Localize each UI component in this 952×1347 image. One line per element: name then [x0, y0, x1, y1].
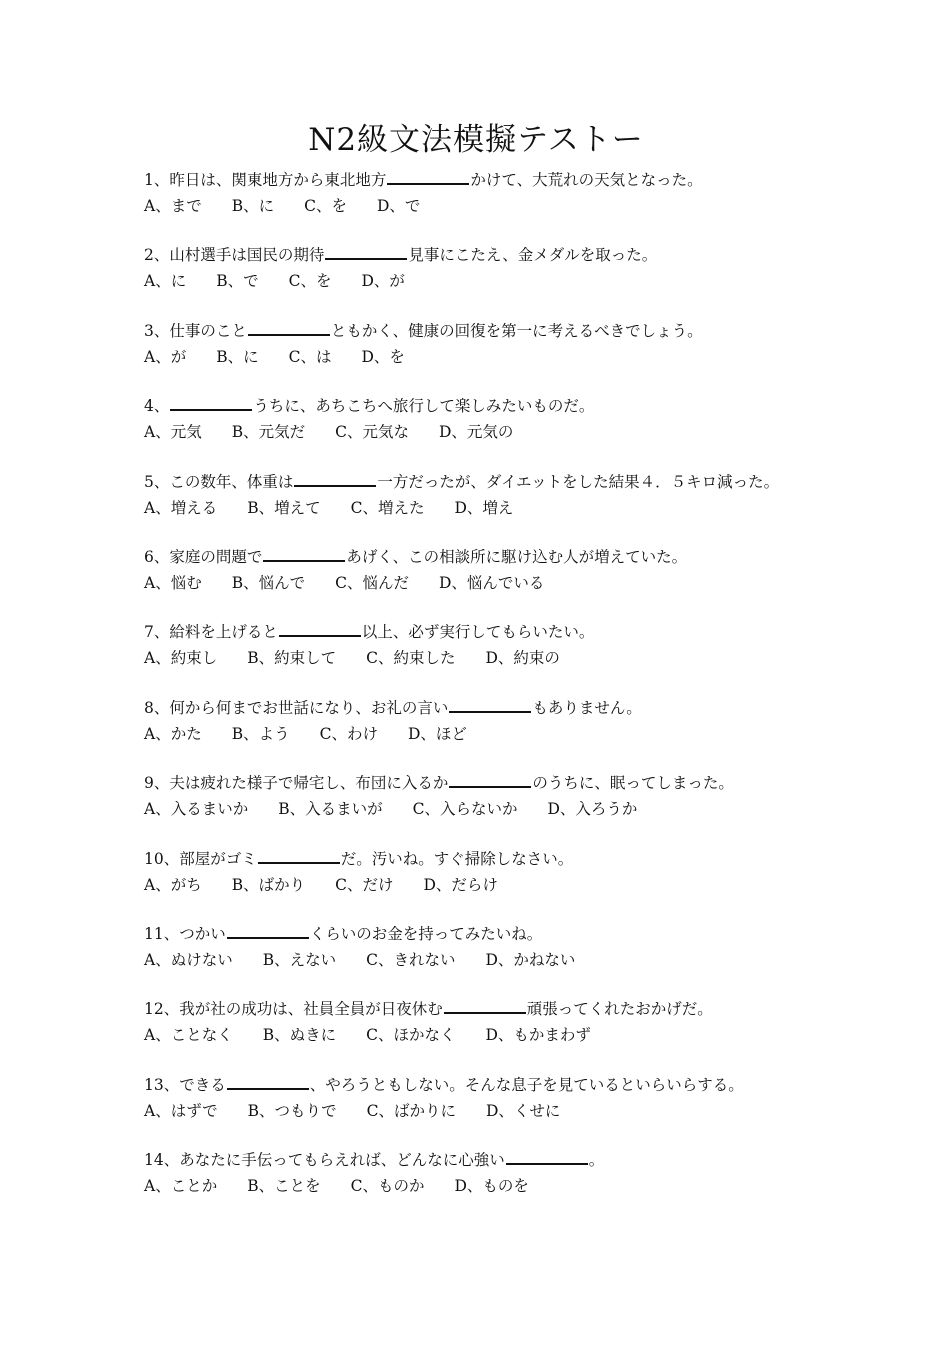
answer-blank [387, 169, 469, 185]
question-text-after: かけて、大荒れの天気となった。 [470, 171, 703, 189]
answer-option: C、入らないか [412, 800, 518, 819]
answer-option: A、が [144, 347, 187, 366]
answer-option: D、かねない [485, 950, 576, 969]
answer-option: A、はずで [144, 1101, 218, 1120]
question-text-after: 以上、必ず実行してもらいたい。 [361, 623, 595, 642]
answer-option: B、元気だ [231, 423, 306, 442]
question-stem [144, 168, 864, 192]
question-text-after: 頑張ってくれたおかげだ。 [526, 1000, 713, 1019]
question-text-before: 3、仕事のこと [144, 321, 247, 340]
answer-option: D、増え [454, 498, 514, 517]
answer-option: C、わけ [319, 724, 378, 743]
answer-options [144, 797, 864, 821]
question-text-after: うちに、あちこちへ旅行して楽しみたいものだ。 [253, 397, 595, 416]
answer-options [144, 1174, 864, 1198]
question-stem [144, 696, 864, 720]
answer-option: B、に [216, 347, 259, 366]
question-text-after: 一方だったが、ダイエットをした結果４．５キロ減った。 [377, 472, 780, 491]
answer-options [144, 420, 864, 444]
answer-blank [258, 848, 340, 864]
question-stem [144, 319, 864, 343]
question-stem [144, 771, 864, 795]
answer-option: B、ぬきに [262, 1026, 337, 1045]
question-text-before: 2、山村選手は国民の期待 [144, 246, 325, 265]
answer-option: D、ほど [407, 724, 467, 743]
answer-option: C、悩んだ [335, 573, 409, 592]
answer-option: D、悩んでいる [438, 573, 545, 592]
answer-option: C、を [288, 272, 332, 291]
answer-options [144, 194, 864, 218]
question-text-before: 4、 [144, 397, 170, 416]
question-text-before: 10、部屋がゴミ [144, 849, 257, 868]
answer-option: B、悩んで [231, 573, 306, 592]
answer-options [144, 496, 864, 520]
answer-option: D、元気の [438, 423, 514, 442]
answer-option: A、に [144, 272, 187, 291]
answer-option: C、ほかなく [366, 1026, 456, 1045]
question-text-before: 13、できる [144, 1075, 226, 1094]
question-text-after: ともかく、健康の回復を第一に考えるべきでしょう。 [330, 321, 703, 340]
answer-option: B、に [231, 197, 275, 215]
answer-blank [444, 998, 526, 1014]
answer-option: B、で [216, 272, 259, 291]
question-text-before: 14、あなたに手伝ってもらえれば、どんなに心強い [144, 1151, 505, 1170]
answer-option: B、ことを [247, 1177, 321, 1196]
question-item [144, 847, 864, 922]
question-item [144, 545, 864, 620]
answer-blank [248, 320, 330, 336]
answer-option: B、ばかり [231, 875, 306, 894]
answer-options [144, 1099, 864, 1123]
answer-option: B、入るまいが [278, 800, 383, 819]
question-item [144, 1073, 864, 1148]
answer-option: A、入るまいか [144, 800, 249, 819]
question-item [144, 1148, 864, 1223]
question-stem [144, 620, 864, 644]
question-stem [144, 1148, 864, 1172]
question-text-before: 7、給料を上げると [144, 623, 278, 642]
question-stem [144, 1073, 864, 1097]
answer-option: D、くせに [485, 1101, 561, 1120]
question-text-after: 。 [588, 1151, 605, 1170]
answer-option: D、もかまわず [485, 1026, 591, 1045]
answer-option: C、ばかりに [366, 1101, 456, 1120]
question-stem [144, 243, 864, 267]
answer-option: C、は [288, 347, 332, 366]
answer-option: B、えない [262, 950, 337, 969]
question-text-after: あげく、この相談所に駆け込む人が増えていた。 [346, 547, 688, 566]
answer-option: A、ぬけない [144, 950, 233, 969]
question-stem [144, 997, 864, 1021]
answer-option: A、増える [144, 498, 218, 517]
question-item [144, 168, 864, 243]
question-text-before: 5、この数年、体重は [144, 472, 294, 491]
question-text-after: だ。汚いね。すぐ掃除しなさい。 [340, 849, 574, 868]
answer-option: A、元気 [144, 423, 202, 442]
question-item [144, 997, 864, 1072]
answer-option: A、ことなく [144, 1026, 233, 1045]
question-stem [144, 922, 864, 946]
question-item [144, 771, 864, 846]
question-item [144, 394, 864, 469]
answer-option: B、よう [231, 724, 290, 743]
answer-blank [227, 923, 309, 939]
question-text-before: 8、何から何までお世話になり、お礼の言い [144, 698, 449, 717]
question-text-after: くらいのお金を持ってみたいね。 [309, 924, 543, 943]
question-text-after: 、やろうともしない。そんな息子を見ているといらいらする。 [309, 1075, 744, 1094]
answer-blank [506, 1149, 588, 1165]
answer-option: D、ものを [454, 1177, 529, 1196]
page-title: N2級文法模擬テストー [308, 122, 644, 158]
question-text-after: 見事にこたえ、金メダルを取った。 [408, 246, 658, 265]
answer-option: D、が [361, 272, 405, 291]
question-text-before: 11、つかい [144, 924, 226, 943]
answer-blank [279, 621, 361, 637]
question-text-before: 6、家庭の問題で [144, 547, 263, 566]
answer-option: B、つもりで [247, 1101, 337, 1120]
answer-blank [170, 395, 252, 411]
answer-options [144, 948, 864, 972]
answer-options [144, 269, 864, 293]
answer-option: D、で [376, 197, 421, 215]
answer-options [144, 1023, 864, 1047]
answer-blank [325, 244, 407, 260]
answer-option: A、悩む [144, 573, 202, 592]
answer-options [144, 646, 864, 670]
answer-option: B、増えて [247, 498, 321, 517]
question-item [144, 620, 864, 695]
question-item [144, 922, 864, 997]
answer-option: A、ことか [144, 1177, 218, 1196]
question-text-after: のうちに、眠ってしまった。 [532, 774, 734, 793]
question-stem [144, 545, 864, 569]
answer-blank [263, 546, 345, 562]
answer-blank [449, 772, 531, 788]
answer-blank [227, 1074, 309, 1090]
question-list [144, 168, 864, 1223]
answer-option: D、約束の [485, 649, 560, 668]
answer-option: D、を [361, 347, 405, 366]
question-stem [144, 847, 864, 871]
answer-option: C、だけ [335, 875, 394, 894]
question-item [144, 470, 864, 545]
question-item [144, 243, 864, 318]
answer-blank [294, 471, 376, 487]
answer-option: A、約束し [144, 649, 218, 668]
answer-option: C、ものか [350, 1177, 425, 1196]
answer-option: C、を [304, 197, 347, 215]
answer-options [144, 873, 864, 897]
answer-option: C、増えた [350, 498, 425, 517]
answer-option: A、まで [144, 197, 202, 215]
answer-option: D、入ろうか [547, 800, 638, 819]
question-text-before: 9、夫は疲れた様子で帰宅し、布団に入るか [144, 774, 449, 793]
question-text-before: 12、我が社の成功は、社員全員が日夜休む [144, 1000, 443, 1019]
question-stem [144, 394, 864, 418]
question-item [144, 319, 864, 394]
answer-option: C、元気な [335, 423, 409, 442]
answer-blank [449, 697, 531, 713]
answer-options [144, 571, 864, 595]
answer-option: C、きれない [366, 950, 456, 969]
question-text-before: 1、昨日は、関東地方から東北地方 [144, 171, 387, 189]
answer-option: D、だらけ [423, 875, 498, 894]
question-text-after: もありません。 [532, 698, 642, 717]
answer-option: B、約束して [247, 649, 337, 668]
answer-option: A、かた [144, 724, 202, 743]
answer-option: C、約束した [366, 649, 456, 668]
answer-options [144, 345, 864, 369]
answer-options [144, 722, 864, 746]
question-item [144, 696, 864, 771]
answer-option: A、がち [144, 875, 202, 894]
question-stem [144, 470, 864, 494]
